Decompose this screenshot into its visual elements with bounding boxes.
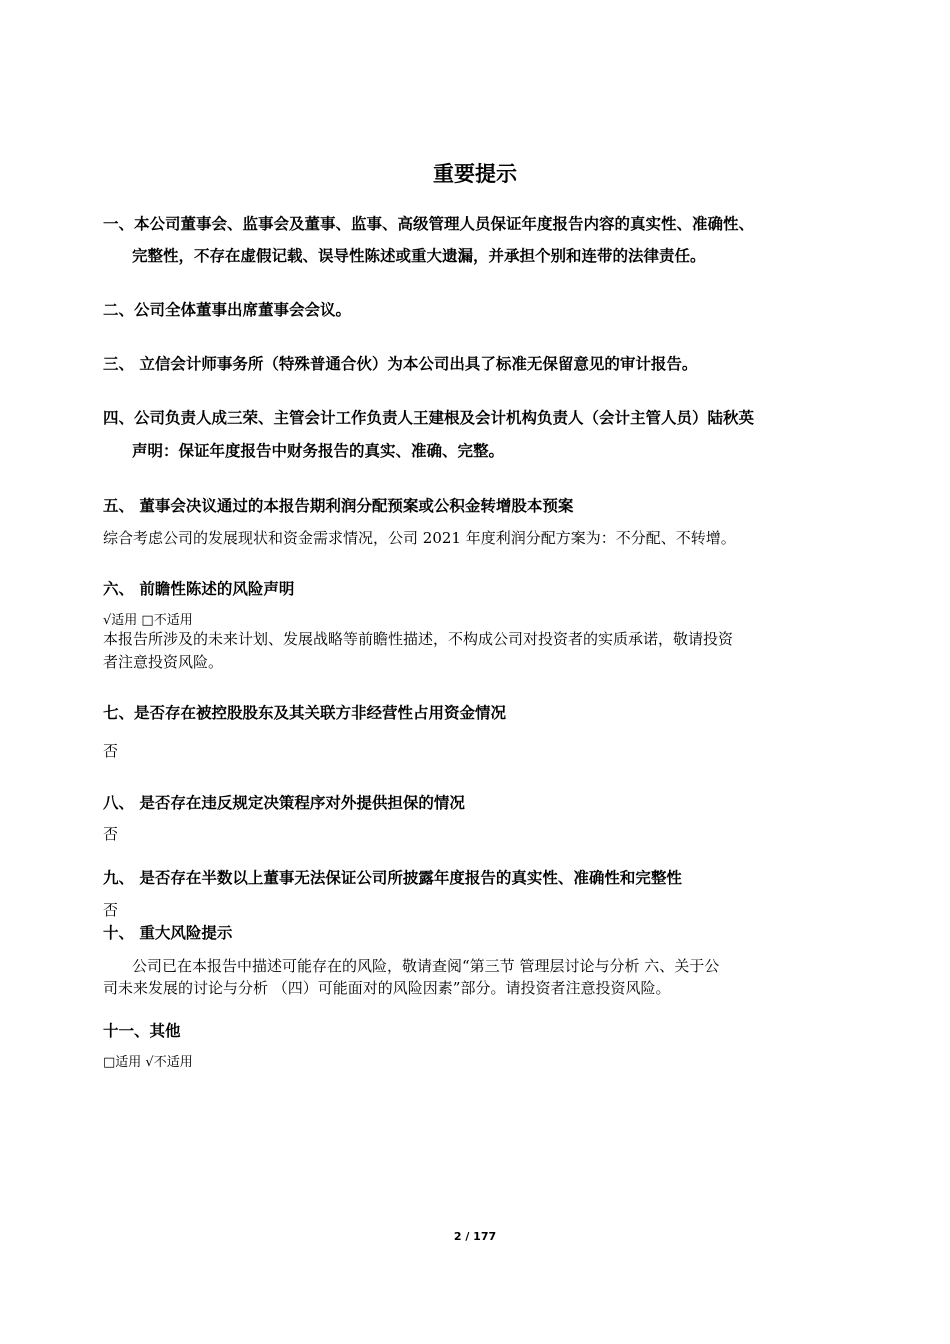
section-8-answer: 否 [103,825,119,843]
section-6-heading: 六、 前瞻性陈述的风险声明 [103,580,295,598]
section-9-answer: 否 [103,901,119,919]
section-10-body-line-1: 公司已在本报告中描述可能存在的风险，敬请查阅“第三节 管理层讨论与分析 六、关于公 [132,957,720,975]
section-7-answer: 否 [103,742,119,760]
page-number: 2 / 177 [453,1230,497,1243]
page-title: 重要提示 [433,162,517,186]
section-10-heading: 十、 重大风险提示 [103,924,233,942]
section-6-body-line-1: 本报告所涉及的未来计划、发展战略等前瞻性描述，不构成公司对投资者的实质承诺，敬请投资 [103,630,734,648]
section-4-line-1: 四、公司负责人成三荣、主管会计工作负责人王建根及会计机构负责人（会计主管人员）陆秋英 [103,409,755,427]
section-1-line-2: 完整性，不存在虚假记载、误导性陈述或重大遗漏，并承担个别和连带的法律责任。 [132,247,706,265]
section-5-body: 综合考虑公司的发展现状和资金需求情况，公司 2021 年度利润分配方案为：不分配、不转增。 [103,529,736,547]
section-2-heading: 二、公司全体董事出席董事会会议。 [103,301,352,319]
section-1-line-1: 一、本公司董事会、监事会及董事、监事、高级管理人员保证年度报告内容的真实性、准确性、 [103,215,755,233]
section-5-heading: 五、 董事会决议通过的本报告期利润分配预案或公积金转增股本预案 [103,497,574,515]
section-6-applicability: √适用 □不适用 [103,613,193,628]
section-9-heading: 九、 是否存在半数以上董事无法保证公司所披露年度报告的真实性、准确性和完整性 [103,869,682,887]
section-6-body-line-2: 者注意投资风险。 [103,653,224,671]
section-7-heading: 七、是否存在被控股股东及其关联方非经营性占用资金情况 [103,704,507,722]
section-11-applicability: □适用 √不适用 [103,1055,193,1070]
section-10-body-line-2: 司未来发展的讨论与分析 （四）可能面对的风险因素”部分。请投资者注意投资风险。 [103,979,671,997]
section-4-line-2: 声明：保证年度报告中财务报告的真实、准确、完整。 [132,442,505,460]
section-11-heading: 十一、其他 [103,1022,181,1040]
section-3-heading: 三、 立信会计师事务所（特殊普通合伙）为本公司出具了标准无保留意见的审计报告。 [103,355,698,373]
section-8-heading: 八、 是否存在违反规定决策程序对外提供担保的情况 [103,794,465,812]
